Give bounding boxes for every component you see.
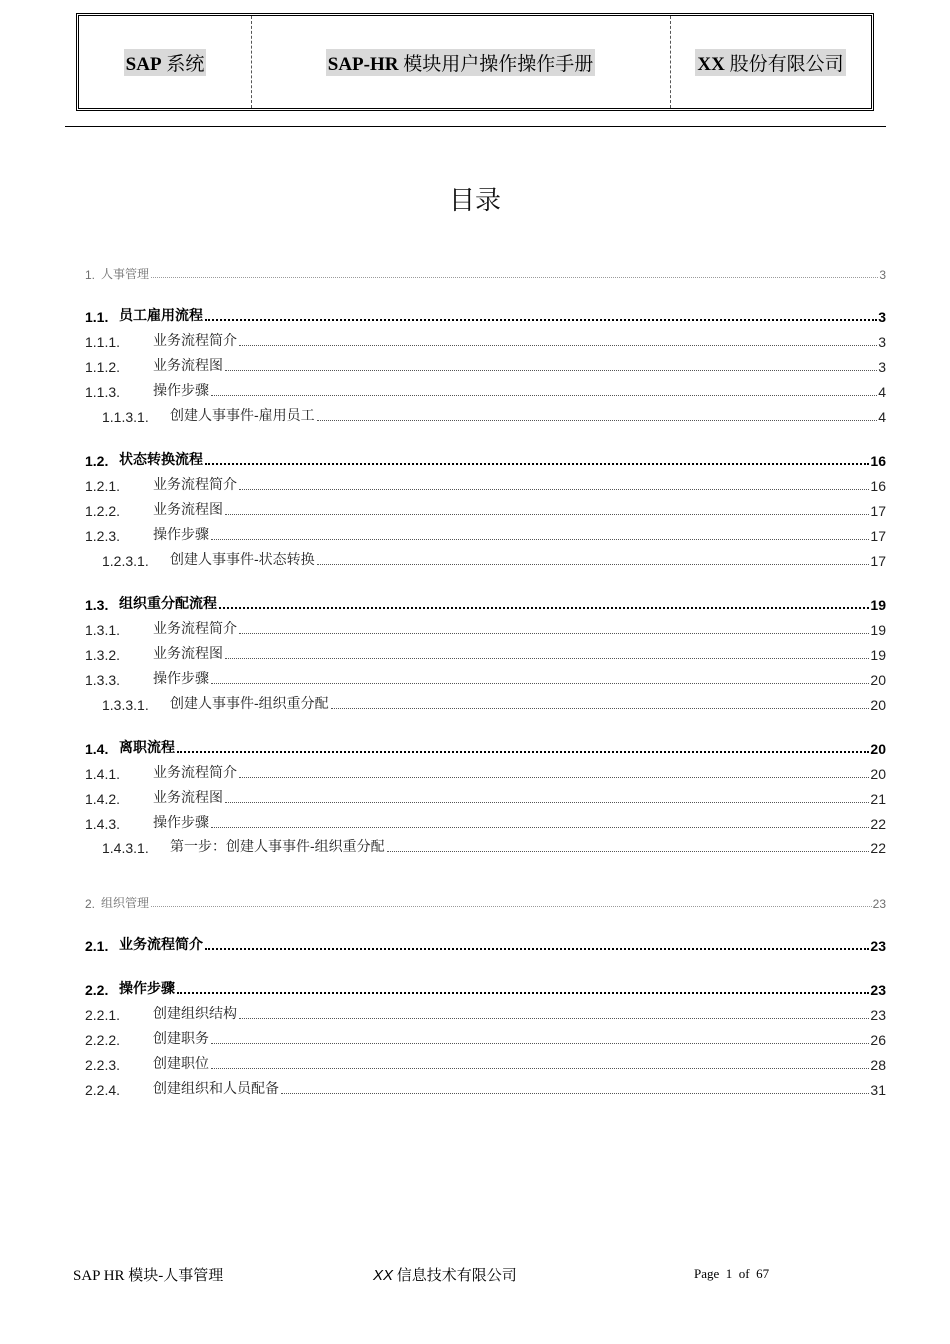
toc-leader-dots (225, 370, 877, 371)
toc-entry-label: 离职流程 (119, 739, 175, 755)
toc-entry-number: 2.1. (85, 938, 109, 954)
toc-entry[interactable] (85, 1078, 886, 1098)
toc-leader-dots (177, 992, 869, 994)
toc-entry-label: 操作步骤 (153, 526, 209, 542)
header-divider (65, 126, 886, 127)
toc-entry-page: 19 (870, 622, 886, 638)
toc-entry-page: 31 (870, 1082, 886, 1098)
toc-entry[interactable] (85, 668, 886, 688)
toc-leader-dots (151, 277, 878, 278)
toc-entry[interactable] (85, 643, 886, 663)
page-footer (0, 1264, 950, 1286)
toc-entry[interactable] (85, 305, 886, 325)
toc-entry-label: 创建人事事件-组织重分配 (170, 695, 329, 711)
toc-entry-label: 创建组织和人员配备 (153, 1080, 279, 1096)
toc-entry-label: 业务流程图 (153, 357, 223, 373)
toc-leader-dots (331, 708, 870, 709)
toc-entry-label: 创建组织结构 (153, 1005, 237, 1021)
toc-entry-label: 人事管理 (101, 267, 150, 281)
toc-entry-page: 17 (870, 553, 886, 569)
toc-entry-page: 19 (870, 597, 886, 613)
toc-leader-dots (211, 1068, 869, 1069)
toc-entry[interactable] (85, 891, 886, 911)
toc-entry[interactable] (85, 405, 886, 425)
toc-entry-page: 20 (870, 672, 886, 688)
toc-leader-dots (239, 345, 877, 346)
toc-entry-page: 19 (870, 647, 886, 663)
toc-entry-label: 业务流程简介 (153, 620, 237, 636)
toc-entry[interactable] (85, 978, 886, 998)
toc-leader-dots (205, 463, 869, 465)
toc-leader-dots (205, 948, 869, 950)
header-manual-cell (251, 16, 671, 108)
toc-leader-dots (177, 751, 869, 753)
toc-entry-label: 业务流程图 (153, 645, 223, 661)
toc-leader-dots (211, 1043, 869, 1044)
toc-entry-page: 16 (870, 453, 886, 469)
toc-entry[interactable] (85, 524, 886, 544)
toc-entry-number: 1.2.2. (85, 503, 121, 519)
toc-entry[interactable] (85, 737, 886, 757)
toc-leader-dots (239, 1018, 869, 1019)
toc-entry-number: 1.1.3. (85, 384, 121, 400)
toc-leader-dots (211, 683, 869, 684)
toc-entry-page: 3 (878, 359, 886, 375)
toc-entry-page: 22 (870, 840, 886, 856)
toc-entry-number: 2.2. (85, 982, 109, 998)
toc-entry-label: 操作步骤 (119, 980, 175, 996)
toc-leader-dots (211, 539, 869, 540)
toc-entry-number: 2.2.1. (85, 1007, 121, 1023)
toc-entry-page: 23 (870, 1007, 886, 1023)
toc-leader-dots (239, 777, 869, 778)
toc-leader-dots (239, 489, 869, 490)
toc-entry-label: 创建人事事件-状态转换 (170, 551, 315, 567)
toc-entry-number: 1.2. (85, 453, 109, 469)
toc-entry-number: 1.3.3.1. (102, 697, 149, 713)
toc-leader-dots (211, 827, 869, 828)
toc-entry-label: 业务流程简介 (153, 764, 237, 780)
toc-leader-dots (239, 633, 869, 634)
toc-entry-number: 1.4.3. (85, 816, 121, 832)
toc-entry-number: 1.1. (85, 309, 109, 325)
toc-entry-label: 业务流程简介 (119, 936, 203, 952)
toc-entry-page: 3 (878, 334, 886, 350)
toc-entry-label: 员工雇用流程 (119, 307, 203, 323)
toc-entry-number: 1.2.3.1. (102, 553, 149, 569)
toc-entry-label: 创建职位 (153, 1055, 209, 1071)
toc-entry[interactable] (85, 355, 886, 375)
toc-entry-page: 20 (870, 741, 886, 757)
toc-entry-label: 操作步骤 (153, 814, 209, 830)
toc-entry-page: 4 (878, 384, 886, 400)
toc-entry[interactable] (85, 693, 886, 713)
toc-entry-label: 操作步骤 (153, 382, 209, 398)
toc-entry-number: 1. (85, 268, 96, 282)
toc-entry-page: 3 (878, 309, 886, 325)
toc-entry-page: 23 (870, 938, 886, 954)
toc-entry-label: 组织管理 (101, 896, 150, 910)
toc-entry-number: 1.3. (85, 597, 109, 613)
toc-entry-number: 2.2.3. (85, 1057, 121, 1073)
toc-entry-page: 23 (872, 897, 886, 911)
toc-entry-page: 21 (870, 791, 886, 807)
toc-entry-number: 1.1.3.1. (102, 409, 149, 425)
toc-entry-page: 20 (870, 766, 886, 782)
toc-leader-dots (317, 564, 870, 565)
document-header-table (76, 13, 874, 111)
toc-entry-number: 1.4.1. (85, 766, 121, 782)
toc-entry-label: 操作步骤 (153, 670, 209, 686)
toc-entry-page: 17 (870, 503, 886, 519)
toc-entry-number: 1.1.1. (85, 334, 121, 350)
toc-entry[interactable] (85, 934, 886, 954)
toc-entry[interactable] (85, 449, 886, 469)
footer-module: SAP HR 模块-人事管理 (73, 1268, 224, 1284)
toc-entry-page: 17 (870, 528, 886, 544)
toc-entry-number: 1.4.2. (85, 791, 121, 807)
header-company-cell (670, 16, 871, 108)
toc-entry-page: 22 (870, 816, 886, 832)
toc-leader-dots (211, 395, 877, 396)
toc-entry[interactable] (85, 812, 886, 832)
toc-entry[interactable] (85, 836, 886, 856)
toc-entry-page: 28 (870, 1057, 886, 1073)
footer-page-number: Page 1 of 67 (694, 1266, 770, 1281)
toc-entry-label: 业务流程简介 (153, 332, 237, 348)
toc-entry-page: 4 (878, 409, 886, 425)
toc-entry[interactable] (85, 1003, 886, 1023)
toc-entry-number: 2.2.2. (85, 1032, 121, 1048)
footer-company: XX 信息技术有限公司 (373, 1267, 517, 1284)
toc-entry-label: 第一步：创建人事事件-组织重分配 (170, 838, 385, 854)
toc-entry-label: 业务流程图 (153, 501, 223, 517)
header-company-text: XX 股份有限公司 (695, 49, 845, 76)
toc-entry[interactable] (85, 262, 886, 282)
toc-leader-dots (151, 906, 872, 907)
toc-leader-dots (317, 420, 878, 421)
toc-entry-page: 16 (870, 478, 886, 494)
toc-entry-number: 1.2.3. (85, 528, 121, 544)
toc-entry-label: 状态转换流程 (119, 451, 203, 467)
toc-entry-page: 26 (870, 1032, 886, 1048)
toc-entry[interactable] (85, 499, 886, 519)
toc-entry[interactable] (85, 787, 886, 807)
toc-leader-dots (387, 851, 870, 852)
toc-entry-page: 3 (879, 268, 886, 282)
toc-entry-label: 创建职务 (153, 1030, 209, 1046)
toc-leader-dots (281, 1093, 869, 1094)
toc-leader-dots (219, 607, 869, 609)
toc-entry[interactable] (85, 593, 886, 613)
toc-entry-label: 创建人事事件-雇用员工 (170, 407, 315, 423)
toc-entry[interactable] (85, 1053, 886, 1073)
toc-entry[interactable] (85, 330, 886, 350)
toc-entry-page: 23 (870, 982, 886, 998)
toc-entry-number: 1.3.1. (85, 622, 121, 638)
toc-leader-dots (225, 514, 869, 515)
toc-entry[interactable] (85, 618, 886, 638)
toc-entry-number: 1.1.2. (85, 359, 121, 375)
toc-leader-dots (225, 658, 869, 659)
toc-leader-dots (225, 802, 869, 803)
toc-entry[interactable] (85, 474, 886, 494)
toc-leader-dots (205, 319, 877, 321)
toc-entry-page: 20 (870, 697, 886, 713)
toc-entry[interactable] (85, 380, 886, 400)
header-manual-text: SAP-HR 模块用户操作操作手册 (326, 49, 596, 76)
toc-entry[interactable] (85, 549, 886, 569)
header-system-text: SAP 系统 (124, 49, 207, 76)
toc-entry-number: 1.4. (85, 741, 109, 757)
toc-entry-number: 2. (85, 897, 96, 911)
toc-entry-label: 业务流程简介 (153, 476, 237, 492)
toc-entry-number: 1.4.3.1. (102, 840, 149, 856)
toc-title: 目录 (448, 186, 501, 216)
toc-entry-number: 2.2.4. (85, 1082, 121, 1098)
toc-entry-number: 1.3.3. (85, 672, 121, 688)
header-system-cell (79, 16, 252, 108)
toc-entry-number: 1.2.1. (85, 478, 121, 494)
toc-entry-label: 组织重分配流程 (119, 595, 217, 611)
toc-entry[interactable] (85, 762, 886, 782)
toc-entry[interactable] (85, 1028, 886, 1048)
toc-entry-label: 业务流程图 (153, 789, 223, 805)
toc-entry-number: 1.3.2. (85, 647, 121, 663)
